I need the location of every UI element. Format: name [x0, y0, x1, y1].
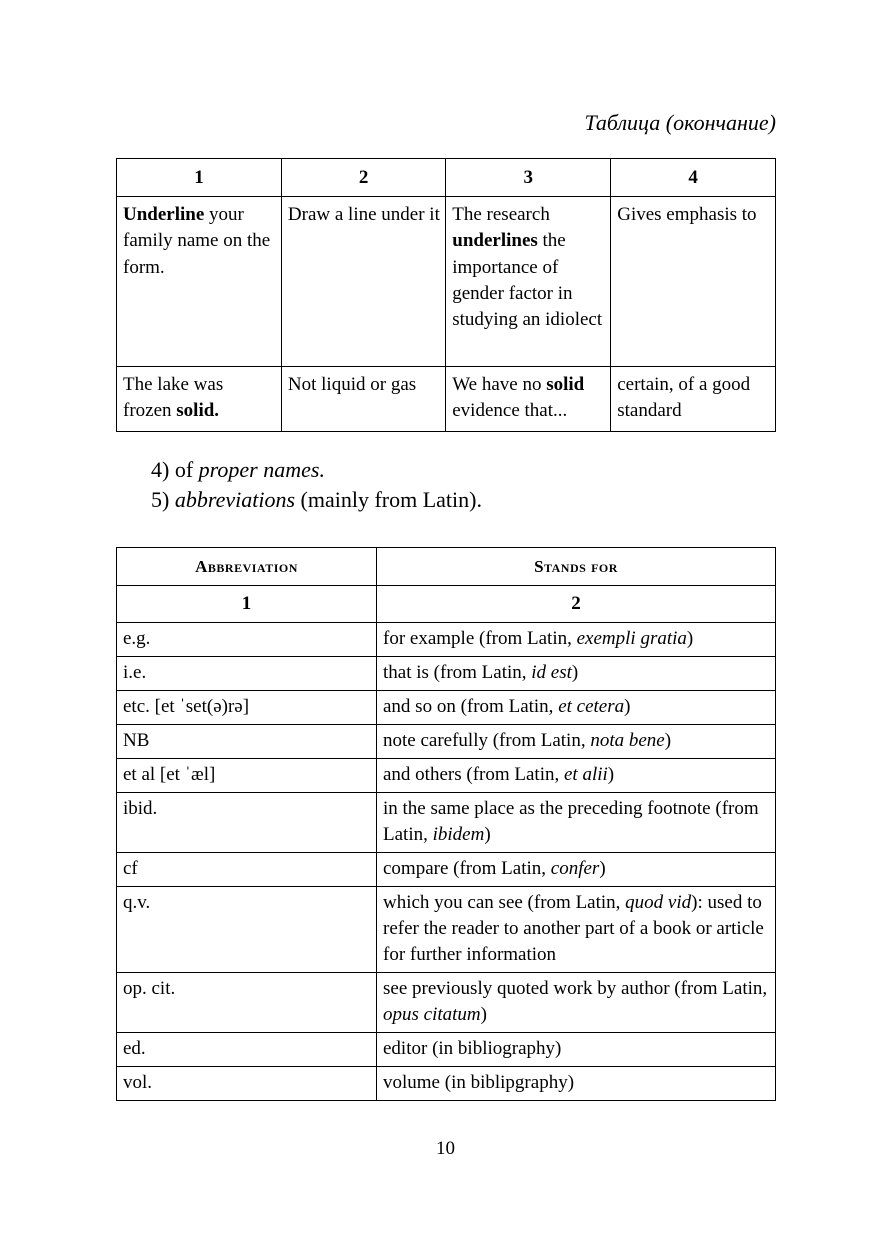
table-row: [117, 197, 776, 367]
latin-phrase: confer: [550, 858, 600, 879]
table-header-row: [117, 548, 776, 586]
abbreviation-rows: [117, 623, 776, 1101]
latin-phrase: id est: [531, 662, 572, 683]
abbreviation-cell: e.g.: [117, 623, 377, 657]
bold-word: solid: [546, 374, 585, 395]
meaning-text: see previously quoted work by author (from Latin,: [383, 978, 768, 999]
meaning-text: which you can see (from Latin,: [383, 892, 626, 913]
list-item: [151, 485, 482, 515]
table-cell: Draw a line under it: [281, 197, 445, 367]
meaning-cell: [377, 793, 776, 853]
meaning-text: ): [484, 824, 491, 845]
bold-word: solid.: [176, 400, 220, 422]
abbreviation-cell: ibid.: [117, 793, 377, 853]
column-header-abbreviation: Abbreviation: [117, 548, 377, 586]
meaning-text: in the same place as the preceding footnote (from Latin,: [383, 798, 759, 845]
meaning-cell: [377, 887, 776, 973]
table-row: [117, 759, 776, 793]
column-number: 1: [117, 586, 377, 623]
abbreviation-cell: etc. [et ˈset(ə)rə]: [117, 691, 377, 725]
abbreviation-table: [116, 547, 776, 1101]
abbreviation-cell: vol.: [117, 1067, 377, 1101]
table-row: [117, 973, 776, 1033]
meaning-text: compare (from Latin,: [383, 858, 551, 879]
column-header: 1: [117, 159, 282, 197]
table-row: [117, 657, 776, 691]
table-row: [117, 887, 776, 973]
bold-word: Underline: [123, 204, 205, 225]
meaning-text: ): [624, 696, 631, 717]
cell-text: The research: [452, 204, 550, 225]
meaning-text: ): [571, 662, 579, 683]
meaning-cell: [377, 657, 776, 691]
latin-phrase: et alii: [563, 764, 608, 785]
meaning-text: and others (from Latin,: [383, 764, 564, 785]
item-italic: proper names.: [198, 457, 325, 482]
item-text: (mainly from Latin).: [295, 487, 482, 512]
table-row: [117, 691, 776, 725]
abbreviation-cell: q.v.: [117, 887, 377, 973]
column-header: 4: [611, 159, 776, 197]
meaning-text: ): [480, 1004, 487, 1025]
table-cell: Gives emphasis to: [611, 197, 776, 367]
meaning-text: ): [607, 764, 615, 785]
meaning-cell: [377, 691, 776, 725]
numbered-list: [151, 455, 482, 515]
meaning-cell: [377, 973, 776, 1033]
latin-phrase: opus citatum: [383, 1004, 481, 1025]
meaning-text: editor (in bibliography): [383, 1038, 562, 1059]
meaning-cell: [377, 1067, 776, 1101]
table-cell: [117, 197, 282, 367]
cell-text: We have no: [452, 374, 547, 395]
meaning-text: ): [599, 858, 606, 879]
item-number: 5): [151, 487, 175, 512]
meaning-text: and so on (from Latin,: [383, 696, 559, 717]
latin-phrase: exempli gratia: [576, 628, 687, 649]
latin-phrase: ibidem: [432, 824, 485, 845]
item-italic: abbreviations: [174, 487, 296, 512]
column-header: 3: [446, 159, 611, 197]
latin-phrase: quod vid: [625, 892, 692, 913]
table-caption: Таблица (окончание): [584, 110, 776, 135]
table-cell: certain, of a good standard: [611, 367, 776, 432]
meaning-text: note carefully (from Latin,: [383, 730, 591, 751]
meaning-text: ): used to refer the reader to another part of a book or article for further information: [383, 892, 764, 965]
column-number-row: [117, 586, 776, 623]
meaning-cell: [377, 1033, 776, 1067]
word-meaning-table: [116, 158, 776, 432]
column-header: 2: [281, 159, 445, 197]
column-header-stands-for: Stands for: [377, 548, 776, 586]
meaning-text: for example (from Latin,: [383, 628, 577, 649]
table-row: [117, 1067, 776, 1101]
meaning-cell: [377, 759, 776, 793]
item-number: 4) of: [151, 457, 199, 482]
abbreviation-cell: et al [et ˈæl]: [117, 759, 377, 793]
latin-phrase: et cetera: [558, 696, 625, 717]
table-header-row: [117, 159, 776, 197]
abbreviation-cell: op. cit.: [117, 973, 377, 1033]
table-row: [117, 367, 776, 432]
latin-phrase: nota bene: [590, 730, 665, 751]
table-cell: Not liquid or gas: [281, 367, 445, 432]
cell-text: The lake was frozen: [123, 374, 224, 422]
meaning-cell: [377, 853, 776, 887]
table-row: [117, 1033, 776, 1067]
abbreviation-cell: NB: [117, 725, 377, 759]
meaning-text: that is (from Latin,: [383, 662, 532, 683]
cell-text: your family name on the form.: [123, 204, 271, 278]
table-row: [117, 623, 776, 657]
column-number: 2: [377, 586, 776, 623]
bold-word: underlines: [452, 230, 538, 252]
meaning-text: ): [664, 730, 672, 751]
cell-text: evidence that...: [452, 400, 568, 422]
list-item: [151, 455, 482, 485]
cell-text: the importance of gender factor in studying an idiolect: [452, 230, 603, 331]
meaning-cell: [377, 725, 776, 759]
abbreviation-cell: ed.: [117, 1033, 377, 1067]
page-number: 10: [436, 1138, 455, 1159]
table-cell: [446, 367, 611, 432]
table-cell: [446, 197, 611, 367]
meaning-text: ): [686, 628, 694, 649]
abbreviation-cell: i.e.: [117, 657, 377, 691]
table-row: [117, 725, 776, 759]
abbreviation-cell: cf: [117, 853, 377, 887]
meaning-text: volume (in biblipgraphy): [383, 1072, 575, 1093]
table-row: [117, 853, 776, 887]
table-row: [117, 793, 776, 853]
meaning-cell: [377, 623, 776, 657]
table-cell: [117, 367, 282, 432]
